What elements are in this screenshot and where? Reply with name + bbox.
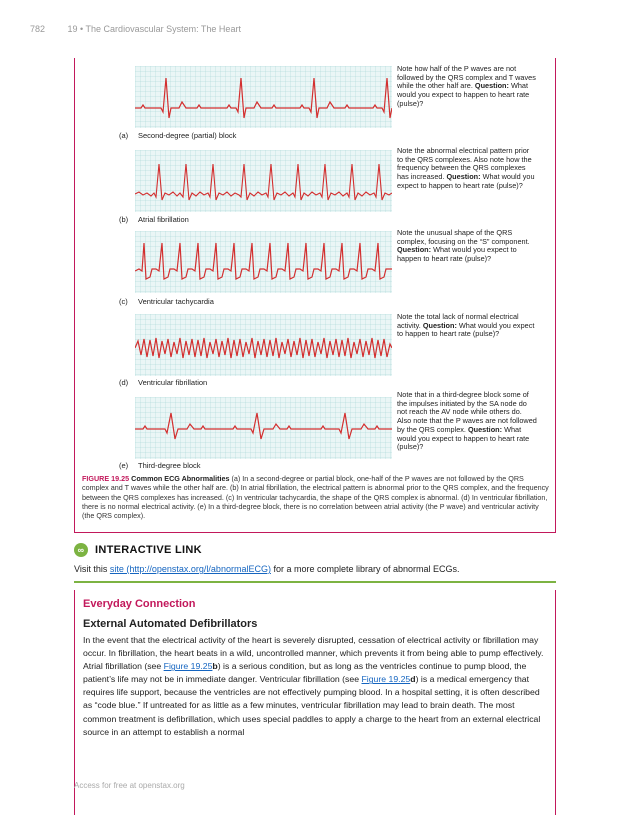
- panel-b-question-label: Question:: [446, 172, 481, 182]
- green-divider: [74, 581, 556, 583]
- panel-b-letter: (b): [119, 215, 129, 224]
- para-segment-3: ) is a medical emergency that requires life support, because the ventricles are not effectively pumping blood. In a hospital setting, it is often described as “code blue.” If untreated for as little as a few minutes, ventricular fibrillation may lead to brain death. The most common treatment is defibrillation, which uses special paddles to apply a charge to the heart from an external electrical source in an attempt to establish a normal: [83, 674, 541, 737]
- panel-d-label: Ventricular fibrillation: [138, 378, 208, 387]
- interactive-link-post: for a more complete library of abnormal ECGs.: [273, 564, 460, 574]
- figure-19-25-link-b[interactable]: Figure 19.25: [163, 661, 213, 672]
- panel-d-question: What would you expect to happen to heart rate (pulse)?: [397, 320, 535, 339]
- page-footer: Access for free at openstax.org: [74, 781, 185, 790]
- panel-c-letter: (c): [119, 297, 128, 306]
- panel-e-note: [397, 391, 537, 452]
- ecg-strip-a-svg: [135, 66, 392, 128]
- interactive-link-heading: [74, 543, 202, 557]
- panel-b-note-text: Note the abnormal electrical pattern prior to the QRS complexes. Also note how the frequency between the QRS complexes has increased.: [397, 146, 532, 182]
- ecg-strip-d-svg: [135, 314, 392, 376]
- panel-e-letter: (e): [119, 461, 129, 470]
- panel-c-note: [397, 229, 537, 264]
- panel-c-label: Ventricular tachycardia: [138, 297, 214, 306]
- panel-d-note-text: Note the total lack of normal electrical activity.: [397, 312, 519, 330]
- panel-a-note-text: Note how half of the P waves are not followed by the QRS complex and T waves while the other half are.: [397, 64, 536, 91]
- everyday-connection-subtitle: External Automated Defibrillators: [83, 618, 258, 630]
- ecg-strip-atrial-fibrillation: [135, 150, 392, 212]
- panel-c-question-label: Question:: [397, 245, 432, 255]
- para-segment-2: ) is a serious condition, but as long as the ventricles continue to pump blood, the patient’s life may not be in immediate danger. Ventricular fibrillation (see: [83, 661, 527, 685]
- panel-b-note: [397, 147, 537, 191]
- panel-e-label: Third-degree block: [138, 461, 201, 470]
- panel-d-note: [397, 313, 537, 339]
- link-icon: ∞: [74, 543, 88, 557]
- panel-c-question: What would you expect to happen to heart rate (pulse)?: [397, 245, 517, 264]
- abnormal-ecg-link[interactable]: site (http://openstax.org/l/abnormalECG): [109, 564, 271, 574]
- interactive-link-pre: Visit this: [74, 564, 108, 574]
- caption-title: Common ECG Abnormalities: [131, 474, 230, 483]
- panel-e-question: What would you expect to happen to heart rate (pulse)?: [397, 424, 530, 452]
- figure-19-25: [74, 58, 556, 533]
- ecg-grid-bg: [135, 231, 392, 293]
- panel-a-letter: (a): [119, 131, 129, 140]
- panel-e-question-label: Question:: [467, 424, 503, 434]
- figure-caption: [82, 474, 550, 520]
- ecg-strip-second-degree-block: [135, 66, 392, 128]
- caption-text: (a) In a second-degree or partial block, one-half of the P waves are not followed by the QRS complex and T waves while the other half are. (b) In atrial fibrillation, the electrical pattern is abnormal prior to the QRS complex, and the frequency between the QRS complexes has increased. (c) In ventricular tachycardia, the shape of the QRS complex is abnormal. (d) In ventricular fibrillation, there is no normal electrical activity. (e) In a third-degree block, there is no correlation between atrial activity (the P wave) and ventricular activity (the QRS complex).: [82, 474, 549, 521]
- panel-c-note-text: Note the unusual shape of the QRS complex, focusing on the “S” component.: [397, 228, 530, 246]
- ecg-strip-b-svg: [135, 150, 392, 212]
- everyday-connection-title: Everyday Connection: [83, 598, 196, 610]
- page-number: 782: [30, 24, 46, 34]
- panel-ref-b: b: [212, 661, 218, 672]
- panel-d-question-label: Question:: [422, 320, 457, 330]
- panel-a-question-label: Question:: [474, 81, 509, 91]
- para-segment-1: In the event that the electrical activity of the heart is severely disrupted, cessation of electrical activity or fibrillation may occur. In fibrillation, the heart beats in a wild, uncontrolled manner, which prevents it from being able to pump effectively. Atrial fibrillation (see: [83, 635, 544, 672]
- figure-19-25-link-d[interactable]: Figure 19.25: [361, 674, 411, 685]
- panel-b-question: What would you expect to happen to heart rate (pulse)?: [397, 172, 535, 190]
- panel-b-label: Atrial fibrillation: [138, 215, 189, 224]
- ecg-grid-bg: [135, 66, 392, 128]
- ecg-strip-e-svg: [135, 397, 392, 459]
- interactive-link-text: [74, 564, 460, 574]
- caption-label: FIGURE 19.25: [82, 474, 130, 483]
- panel-a-question: What would you expect to happen to heart rate (pulse)?: [397, 81, 530, 108]
- ecg-strip-third-degree-block: [135, 397, 392, 459]
- chapter-title: 19 • The Cardiovascular System: The Heart: [67, 24, 241, 34]
- panel-a-note: [397, 65, 537, 109]
- ecg-strip-c-svg: [135, 231, 392, 293]
- ecg-strip-ventricular-tachycardia: [135, 231, 392, 293]
- panel-a-label: Second-degree (partial) block: [138, 131, 237, 140]
- interactive-link-title: INTERACTIVE LINK: [95, 544, 202, 556]
- page-header: [30, 24, 241, 34]
- ecg-strip-ventricular-fibrillation: [135, 314, 392, 376]
- panel-d-letter: (d): [119, 378, 129, 387]
- panel-e-note-text: Note that in a third-degree block some of the impulses initiated by the SA node do not reach the AV node while others do. Also note that the P waves are not followed by the QRS complex.: [397, 390, 537, 434]
- panel-ref-d: d: [410, 674, 416, 685]
- everyday-connection-paragraph: [83, 634, 549, 739]
